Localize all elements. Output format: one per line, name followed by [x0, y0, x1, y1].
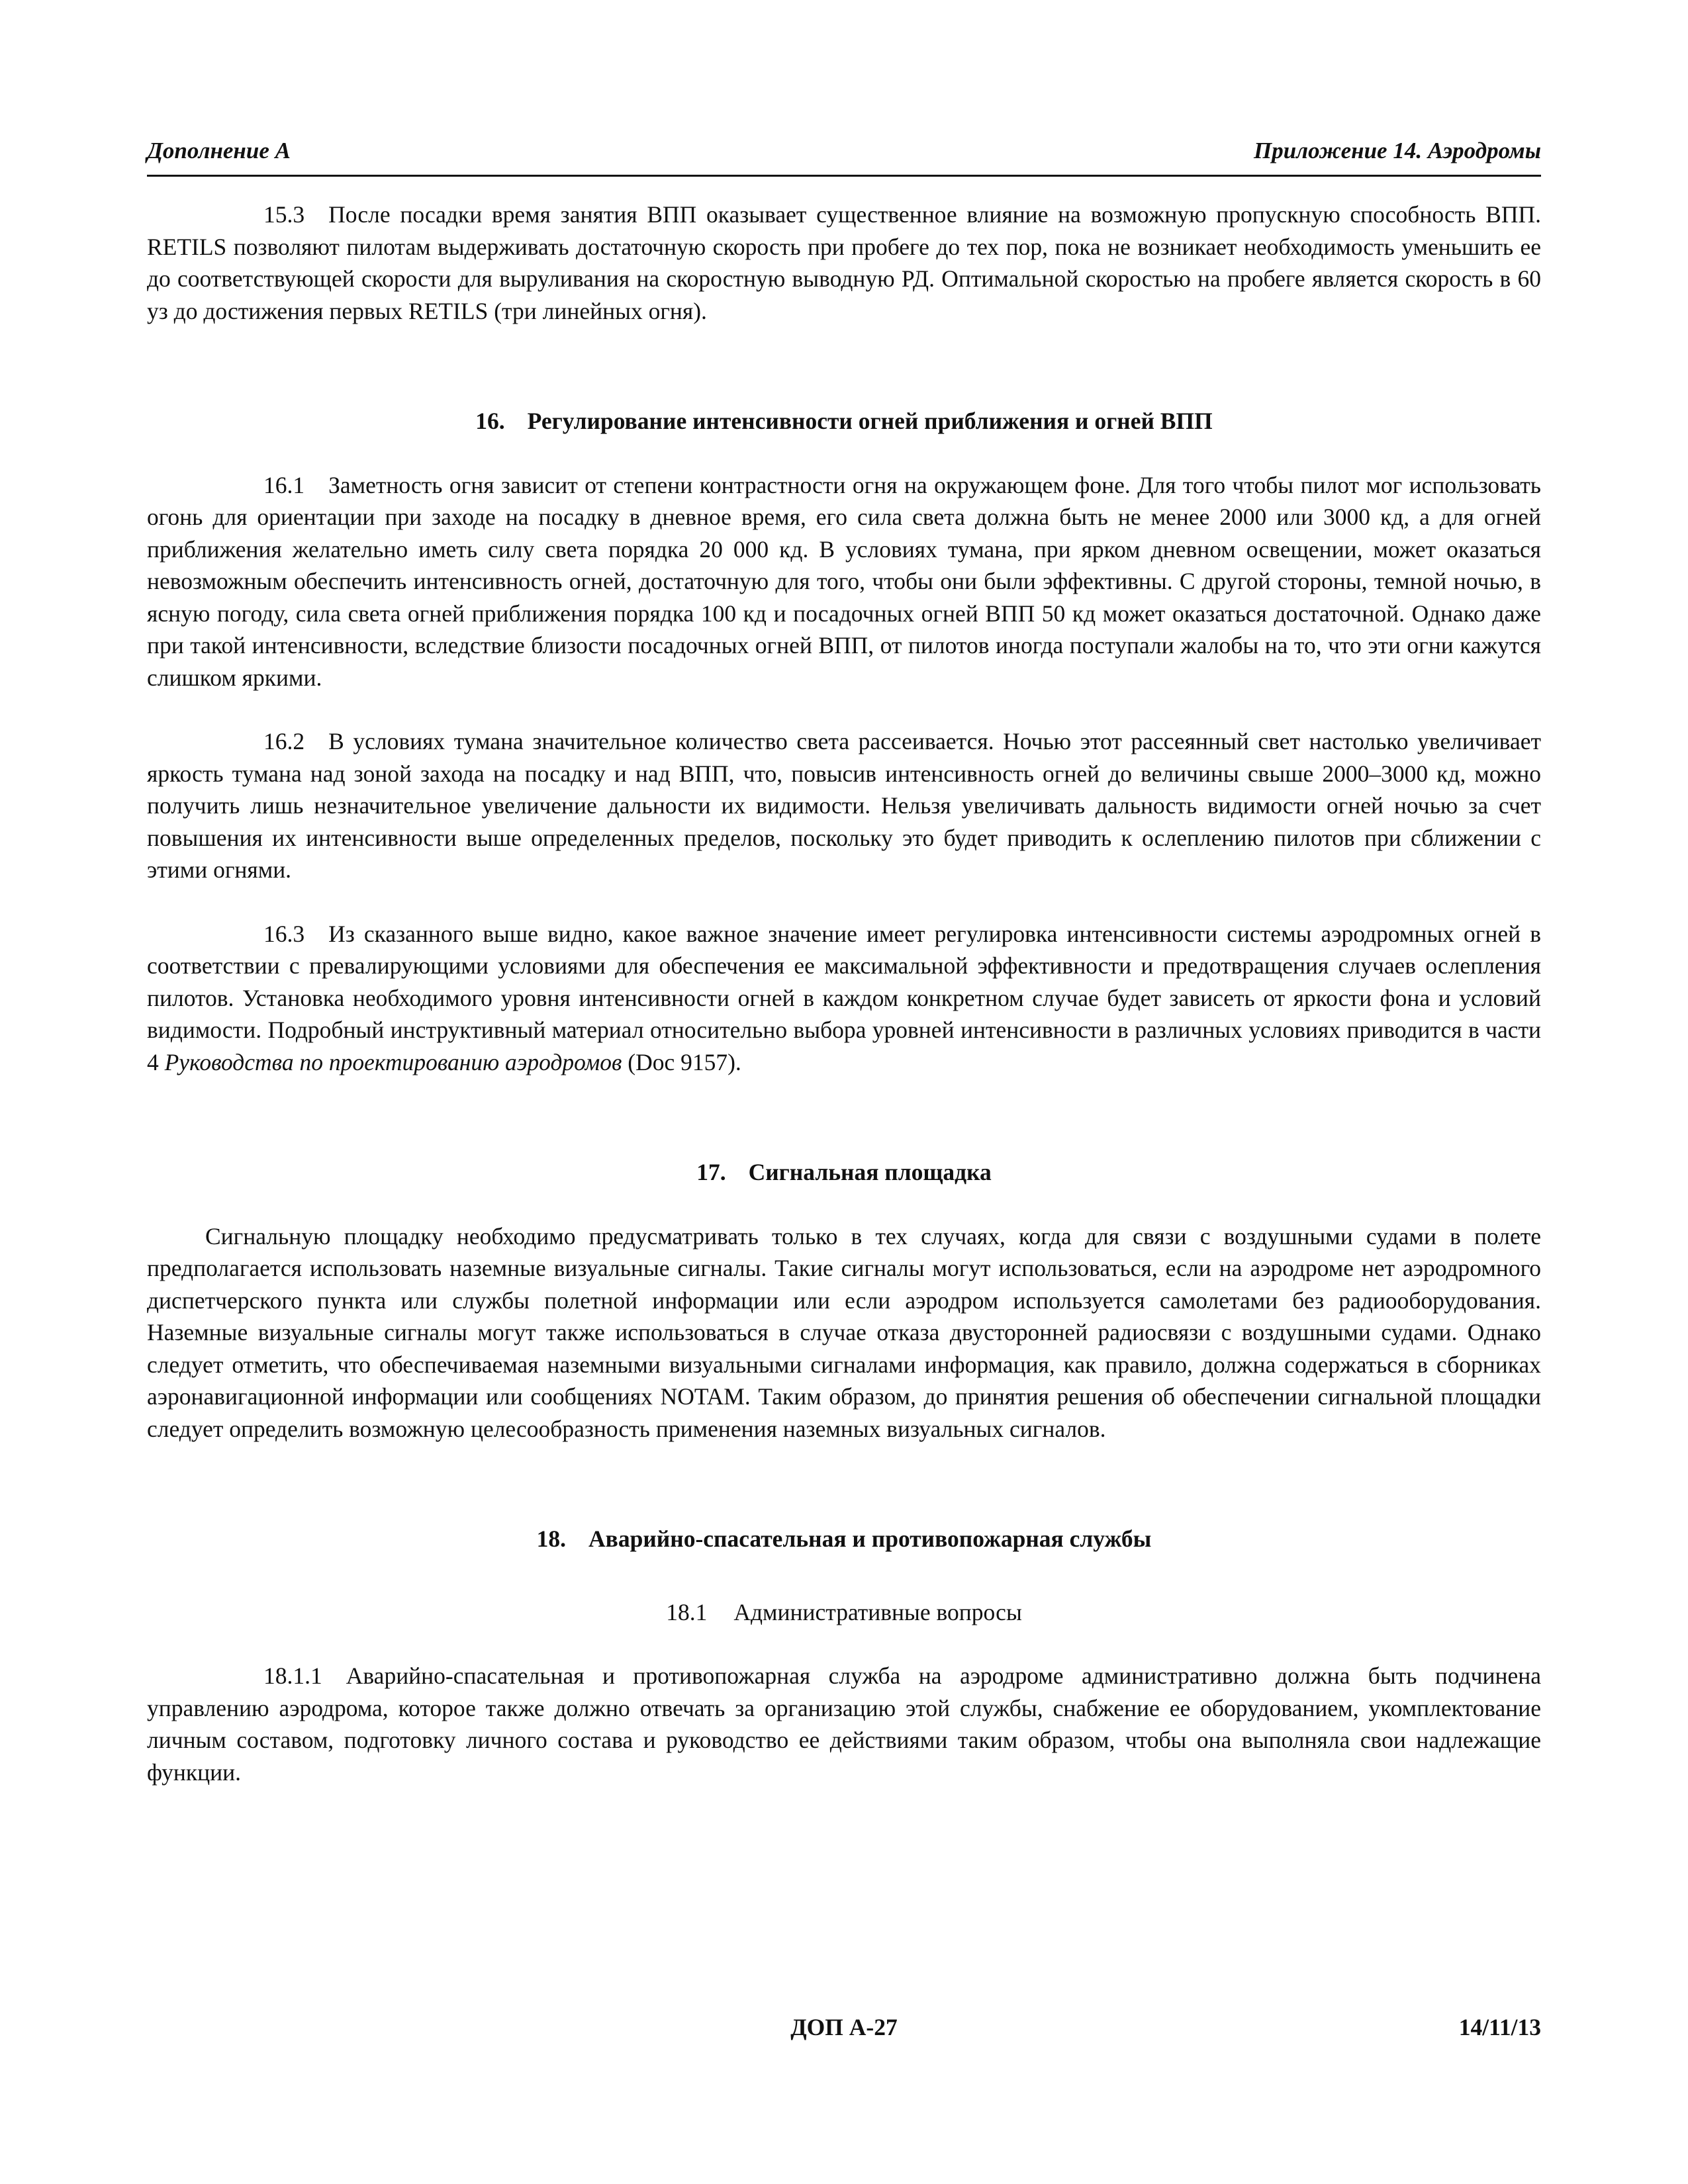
- page-header: [147, 132, 1541, 177]
- section-heading-17: [147, 1156, 1541, 1189]
- section-title: Регулирование интенсивности огней приближения и огней ВПП: [527, 408, 1213, 434]
- page-footer: [147, 2013, 1541, 2046]
- header-left: Дополнение A: [147, 138, 291, 163]
- paragraph-16-1: [147, 469, 1541, 694]
- paragraph-text: В условиях тумана значительное количество света рассеивается. Ночью этот рассеянный свет настолько увеличивает яркость тумана над зоной захода на посадку и над ВПП, что, повысив интенсивность огней до величины свыше 2000–3000 кд, можно получить лишь незначительное увеличение дальности их видимости. Нельзя увеличивать дальность видимости огней ночью за счет повышения их интенсивности выше определенных пределов, поскольку это будет приводить к ослеплению пилотов при сближении с этими огнями.: [147, 728, 1541, 883]
- paragraph-text-end: (Doc 9157).: [622, 1048, 741, 1075]
- page-number: ДОП A-27: [790, 2014, 898, 2040]
- section-heading-16: [147, 405, 1541, 437]
- paragraph-text: Из сказанного выше видно, какое важное значение имеет регулировка интенсивности системы аэродромных огней в соответствии с превалирующими условиями для обеспечения ее максимальной эффективности и предотвращения случаев ослепления пилотов. Установка необходимого уровня интенсивности огней в каждом конкретном случае будет зависеть от яркости фона и условий видимости. Подробный инструктивный материал относительно выбора уровней интенсивности в различных условиях приводится в части 4: [147, 920, 1541, 1075]
- section-number: 16.: [475, 408, 505, 434]
- paragraph-16-3: [147, 918, 1541, 1079]
- document-page: [147, 0, 1541, 2184]
- paragraph-number: 16.2: [263, 728, 305, 754]
- paragraph-number: 16.3: [263, 920, 305, 947]
- paragraph-text: Заметность огня зависит от степени контрастности огня на окружающем фоне. Для того чтобы пилот мог использовать огонь для ориентации при заходе на посадку в дневное время, его сила света должна быть не менее 2000 или 3000 кд, а для огней приближения желательно иметь силу света порядка 20 000 кд. В условиях тумана, при ярком дневном освещении, может оказаться невозможным обеспечить интенсивность огней, достаточную для того, чтобы они были эффективны. С другой стороны, темной ночью, в ясную погоду, сила света огней приближения порядка 100 кд и посадочных огней ВПП 50 кд может оказаться достаточной. Однако даже при такой интенсивности, вследствие близости посадочных огней ВПП, от пилотов иногда поступали жалобы на то, что эти огни кажутся слишком яркими.: [147, 471, 1541, 691]
- subsection-heading-18-1: [147, 1596, 1541, 1629]
- subsection-title: Административные вопросы: [733, 1598, 1022, 1625]
- section-title: Сигнальная площадка: [748, 1159, 992, 1185]
- paragraph-text: Аварийно-спасательная и противопожарная служба на аэродроме административно должна быть подчинена управлению аэродрома, которое также должно отвечать за организацию этой службы, снабжение ее оборудованием, укомплектование личным составом, подготовку личного состава и руководство ее действиями таким образом, чтобы она выполняла свои надлежащие функции.: [147, 1662, 1541, 1786]
- paragraph-text: После посадки время занятия ВПП оказывает существенное влияние на возможную пропускную способность ВПП. RETILS позволяют пилотам выдерживать достаточную скорость при пробеге до тех пор, пока не возникает необходимость уменьшить ее до соответствующей скорости для выруливания на скоростную выводную РД. Оптимальной скоростью на пробеге является скорость в 60 уз до достижения первых RETILS (три линейных огня).: [147, 201, 1541, 324]
- paragraph-18-1-1: [147, 1660, 1541, 1788]
- revision-date: 14/11/13: [1458, 2014, 1541, 2040]
- page-content: [147, 199, 1541, 1788]
- document-reference-title: Руководства по проектированию аэродромов: [164, 1048, 622, 1075]
- section-heading-18: [147, 1523, 1541, 1555]
- section-title: Аварийно-спасательная и противопожарная службы: [588, 1525, 1152, 1552]
- section-number: 18.: [536, 1525, 567, 1552]
- section-number: 17.: [696, 1159, 726, 1185]
- paragraph-number: 16.1: [263, 471, 305, 498]
- subsection-number: 18.1: [666, 1598, 708, 1625]
- paragraph-number: 18.1.1: [263, 1662, 322, 1689]
- header-right: Приложение 14. Аэродромы: [1253, 138, 1541, 163]
- paragraph-15-3: [147, 199, 1541, 327]
- paragraph-17: [147, 1220, 1541, 1445]
- paragraph-text: Сигнальную площадку необходимо предусматривать только в тех случаях, когда для связи с воздушными судами в полете предполагается использовать наземные визуальные сигналы. Такие сигналы могут использоваться, если на аэродроме нет аэродромного диспетчерского пункта или службы полетной информации или если аэродром используется самолетами без радиооборудования. Наземные визуальные сигналы могут также использоваться в случае отказа двусторонней радиосвязи с воздушными судами. Однако следует отметить, что обеспечиваемая наземными визуальными сигналами информация, как правило, должна содержаться в сборниках аэронавигационной информации или сообщениях NOTAM. Таким образом, до принятия решения об обеспечении сигнальной площадки следует определить возможную целесообразность применения наземных визуальных сигналов.: [147, 1222, 1541, 1442]
- paragraph-number: 15.3: [263, 201, 305, 228]
- paragraph-16-2: [147, 725, 1541, 886]
